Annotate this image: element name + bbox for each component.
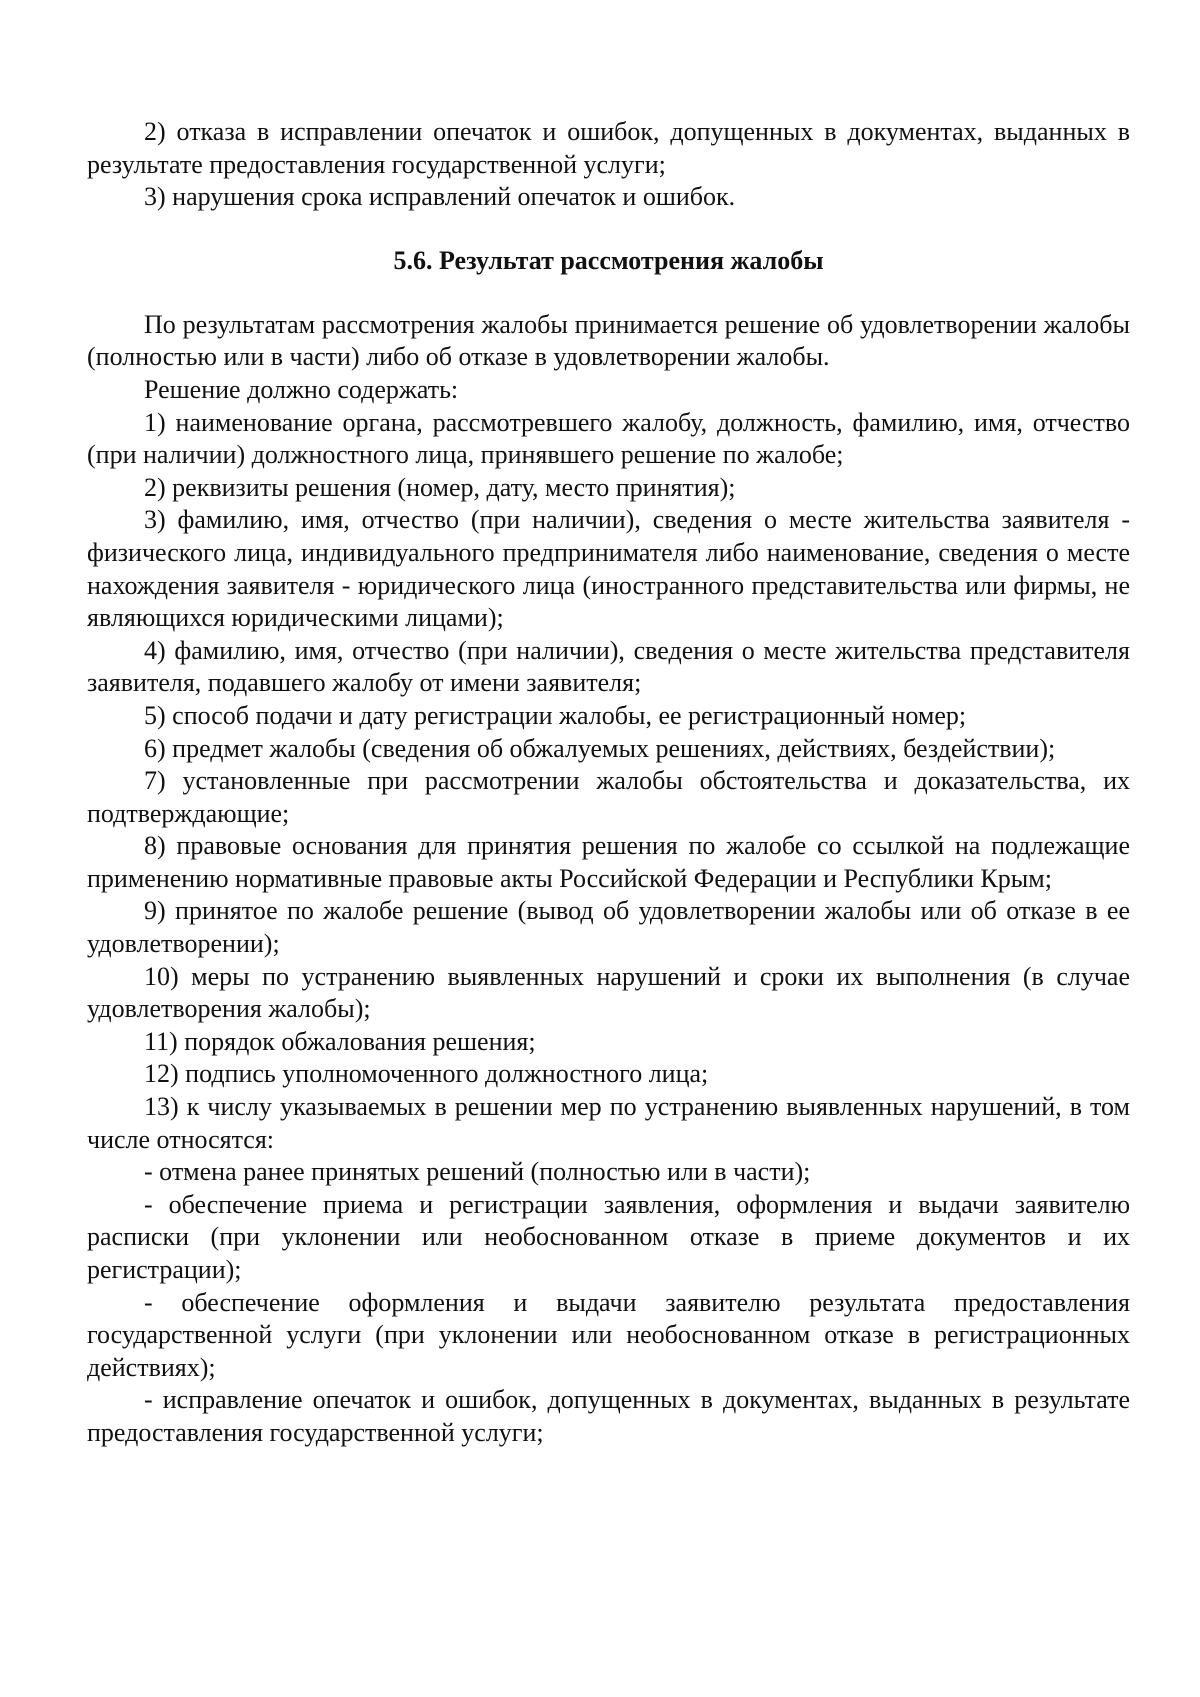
- body-paragraph: По результатам рассмотрения жалобы принимается решение об удовлетворении жалобы (полностью или в части) либо об отказе в удовлетворении жалобы.: [87, 309, 1130, 372]
- list-item: 10) меры по устранению выявленных нарушений и сроки их выполнения (в случае удовлетворения жалобы);: [87, 961, 1130, 1024]
- document-page: [87, 116, 1130, 1450]
- list-item: 11) порядок обжалования решения;: [144, 1026, 536, 1056]
- list-item: 1) наименование органа, рассмотревшего жалобу, должность, фамилию, имя, отчество (при наличии) должностного лица, принявшего решение по жалобе;: [87, 407, 1130, 470]
- sub-list-item: - отмена ранее принятых решений (полностью или в части);: [144, 1157, 811, 1187]
- list-item: 4) фамилию, имя, отчество (при наличии), сведения о месте жительства представителя заявителя, подавшего жалобу от имени заявителя;: [87, 635, 1130, 698]
- list-item: 7) установленные при рассмотрении жалобы обстоятельства и доказательства, их подтверждающие;: [87, 766, 1130, 828]
- list-item: 9) принятое по жалобе решение (вывод об удовлетворении жалобы или об отказе в ее удовлетворении);: [87, 896, 1130, 959]
- sub-list-item: - обеспечение оформления и выдачи заявителю результата предоставления государственной услуги (при уклонении или необоснованном отказе в регистрационных действиях);: [87, 1287, 1130, 1382]
- intro-paragraph: 2) отказа в исправлении опечаток и ошибок, допущенных в документах, выданных в результате предоставления государственной услуги;: [87, 117, 1130, 179]
- list-item: 13) к числу указываемых в решении мер по устранению выявленных нарушений, в том числе относятся:: [87, 1092, 1130, 1154]
- intro-paragraph: 3) нарушения срока исправлений опечаток и ошибок.: [144, 182, 736, 212]
- sub-list-item: - исправление опечаток и ошибок, допущенных в документах, выданных в результате предоставления государственной услуги;: [87, 1385, 1130, 1447]
- list-item: 2) реквизиты решения (номер, дату, место принятия);: [144, 472, 736, 502]
- list-item: 6) предмет жалобы (сведения об обжалуемых решениях, действиях, бездействии);: [144, 733, 1056, 763]
- section-title: 5.6. Результат рассмотрения жалобы: [393, 245, 824, 275]
- list-item: 8) правовые основания для принятия решения по жалобе со ссылкой на подлежащие применению нормативные правовые акты Российской Федерации и Республики Крым;: [87, 831, 1130, 893]
- body-paragraph: Решение должно содержать:: [144, 374, 459, 404]
- list-item: 5) способ подачи и дату регистрации жалобы, ее регистрационный номер;: [144, 700, 967, 730]
- list-item: 3) фамилию, имя, отчество (при наличии), сведения о месте жительства заявителя - физического лица, индивидуального предпринимателя либо наименование, сведения о месте нахождения заявителя - юридического лица (иностранного представительства или фирмы, не являющихся юридическими лицами);: [87, 505, 1130, 633]
- sub-list-item: - обеспечение приема и регистрации заявления, оформления и выдачи заявителю расписки (при уклонении или необоснованном отказе в приеме документов и их регистрации);: [87, 1189, 1130, 1284]
- list-item: 12) подпись уполномоченного должностного лица;: [144, 1059, 709, 1089]
